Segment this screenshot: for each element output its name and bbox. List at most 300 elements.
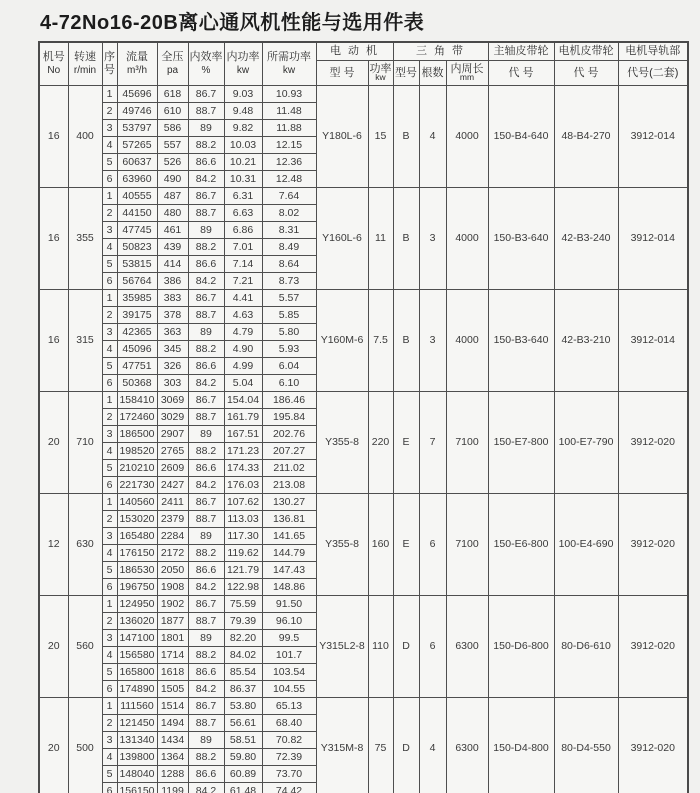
belt-model-cell: B (393, 290, 419, 392)
internal-power-cell: 4.79 (224, 324, 262, 341)
seq-cell: 5 (102, 154, 117, 171)
speed-cell: 355 (68, 188, 102, 290)
efficiency-cell: 88.2 (188, 137, 224, 154)
internal-power-cell: 82.20 (224, 630, 262, 647)
seq-cell: 4 (102, 647, 117, 664)
efficiency-cell: 89 (188, 120, 224, 137)
motor-power-cell: 11 (368, 188, 393, 290)
header-belt-length-label: 内周长 (450, 62, 484, 75)
seq-cell: 3 (102, 732, 117, 749)
efficiency-cell: 86.7 (188, 494, 224, 511)
efficiency-cell: 88.7 (188, 613, 224, 630)
required-power-cell: 96.10 (262, 613, 316, 630)
flow-cell: 165800 (117, 664, 157, 681)
flow-cell: 131340 (117, 732, 157, 749)
motor-pulley-code-cell: 80-D6-610 (554, 596, 618, 698)
header-efficiency-label: 内效率 (189, 51, 223, 64)
table-row (39, 494, 688, 511)
table-row (39, 86, 688, 103)
internal-power-cell: 4.90 (224, 341, 262, 358)
required-power-cell: 5.85 (262, 307, 316, 324)
required-power-cell: 103.54 (262, 664, 316, 681)
efficiency-cell: 86.6 (188, 154, 224, 171)
required-power-cell: 104.55 (262, 681, 316, 698)
header-belt-group: 三 角 带 (393, 42, 488, 60)
seq-cell: 4 (102, 443, 117, 460)
speed-cell: 630 (68, 494, 102, 596)
efficiency-cell: 84.2 (188, 783, 224, 793)
required-power-cell: 12.36 (262, 154, 316, 171)
flow-cell: 174890 (117, 681, 157, 698)
efficiency-cell: 86.6 (188, 562, 224, 579)
flow-cell: 50823 (117, 239, 157, 256)
efficiency-cell: 88.2 (188, 341, 224, 358)
belt-model-cell: B (393, 86, 419, 188)
belt-count-cell: 4 (419, 698, 446, 793)
pressure-cell: 2172 (157, 545, 188, 562)
belt-model-cell: E (393, 392, 419, 494)
motor-pulley-code-cell: 80-D4-550 (554, 698, 618, 793)
rail-code-cell: 3912-020 (618, 392, 688, 494)
internal-power-cell: 107.62 (224, 494, 262, 511)
internal-power-cell: 119.62 (224, 545, 262, 562)
motor-power-cell: 220 (368, 392, 393, 494)
machine-no-cell: 20 (39, 392, 68, 494)
seq-cell: 3 (102, 630, 117, 647)
internal-power-cell: 113.03 (224, 511, 262, 528)
motor-power-cell: 7.5 (368, 290, 393, 392)
internal-power-cell: 7.21 (224, 273, 262, 290)
belt-length-cell: 7100 (446, 494, 488, 596)
header-pressure-label: 全压 (161, 51, 184, 64)
motor-model-cell: Y355-8 (316, 392, 368, 494)
pressure-cell: 1618 (157, 664, 188, 681)
flow-cell: 53797 (117, 120, 157, 137)
header-machine-no-label: 机号 (42, 51, 65, 64)
efficiency-cell: 89 (188, 528, 224, 545)
machine-no-cell: 20 (39, 698, 68, 793)
internal-power-cell: 56.61 (224, 715, 262, 732)
flow-cell: 153020 (117, 511, 157, 528)
table-row (39, 698, 688, 715)
flow-cell: 136020 (117, 613, 157, 630)
internal-power-cell: 10.31 (224, 171, 262, 188)
required-power-cell: 72.39 (262, 749, 316, 766)
header-flow-label: 流量 (126, 51, 148, 64)
seq-cell: 3 (102, 222, 117, 239)
belt-length-cell: 6300 (446, 698, 488, 793)
flow-cell: 47751 (117, 358, 157, 375)
flow-cell: 42365 (117, 324, 157, 341)
internal-power-cell: 10.03 (224, 137, 262, 154)
pressure-cell: 526 (157, 154, 188, 171)
pressure-cell: 383 (157, 290, 188, 307)
required-power-cell: 6.10 (262, 375, 316, 392)
flow-cell: 156150 (117, 783, 157, 793)
internal-power-cell: 75.59 (224, 596, 262, 613)
required-power-cell: 99.5 (262, 630, 316, 647)
seq-cell: 1 (102, 596, 117, 613)
shaft-pulley-code-cell: 150-D6-800 (488, 596, 554, 698)
flow-cell: 56764 (117, 273, 157, 290)
internal-power-cell: 167.51 (224, 426, 262, 443)
seq-cell: 5 (102, 460, 117, 477)
pressure-cell: 1514 (157, 698, 188, 715)
required-power-cell: 7.64 (262, 188, 316, 205)
internal-power-cell: 10.21 (224, 154, 262, 171)
required-power-cell: 147.43 (262, 562, 316, 579)
header-pressure (157, 42, 188, 86)
header-motor-power (368, 60, 393, 85)
required-power-cell: 5.93 (262, 341, 316, 358)
required-power-cell: 8.31 (262, 222, 316, 239)
required-power-cell: 8.49 (262, 239, 316, 256)
belt-model-cell: B (393, 188, 419, 290)
header-internal-power-label: 内功率 (226, 51, 260, 64)
seq-cell: 1 (102, 86, 117, 103)
required-power-cell: 10.93 (262, 86, 316, 103)
seq-cell: 4 (102, 137, 117, 154)
motor-model-cell: Y180L-6 (316, 86, 368, 188)
seq-cell: 3 (102, 120, 117, 137)
efficiency-cell: 86.6 (188, 460, 224, 477)
pressure-cell: 1714 (157, 647, 188, 664)
required-power-cell: 74.42 (262, 783, 316, 793)
efficiency-cell: 88.7 (188, 307, 224, 324)
seq-cell: 3 (102, 324, 117, 341)
machine-no-cell: 16 (39, 290, 68, 392)
machine-no-cell: 20 (39, 596, 68, 698)
efficiency-cell: 84.2 (188, 477, 224, 494)
header-motor-power-unit: kw (375, 72, 386, 83)
header-seq-unit: 号 (104, 64, 115, 77)
shaft-pulley-code-cell: 150-B3-640 (488, 290, 554, 392)
belt-count-cell: 7 (419, 392, 446, 494)
flow-cell: 121450 (117, 715, 157, 732)
efficiency-cell: 89 (188, 324, 224, 341)
pressure-cell: 2427 (157, 477, 188, 494)
header-motor-pulley-code: 代 号 (554, 60, 618, 85)
header-internal-power (224, 42, 262, 86)
efficiency-cell: 89 (188, 222, 224, 239)
seq-cell: 3 (102, 528, 117, 545)
efficiency-cell: 84.2 (188, 375, 224, 392)
required-power-cell: 91.50 (262, 596, 316, 613)
required-power-cell: 148.86 (262, 579, 316, 596)
header-efficiency (188, 42, 224, 86)
required-power-cell: 141.65 (262, 528, 316, 545)
motor-power-cell: 160 (368, 494, 393, 596)
motor-model-cell: Y160M-6 (316, 290, 368, 392)
required-power-cell: 202.76 (262, 426, 316, 443)
internal-power-cell: 85.54 (224, 664, 262, 681)
rail-code-cell: 3912-014 (618, 188, 688, 290)
header-belt-length (446, 60, 488, 85)
belt-count-cell: 6 (419, 494, 446, 596)
seq-cell: 1 (102, 392, 117, 409)
efficiency-cell: 88.7 (188, 409, 224, 426)
belt-length-cell: 4000 (446, 188, 488, 290)
efficiency-cell: 84.2 (188, 273, 224, 290)
internal-power-cell: 7.14 (224, 256, 262, 273)
header-rail-group: 电机导轨部 (618, 42, 688, 60)
motor-pulley-code-cell: 42-B3-240 (554, 188, 618, 290)
flow-cell: 196750 (117, 579, 157, 596)
internal-power-cell: 154.04 (224, 392, 262, 409)
required-power-cell: 144.79 (262, 545, 316, 562)
belt-model-cell: D (393, 698, 419, 793)
pressure-cell: 2050 (157, 562, 188, 579)
seq-cell: 6 (102, 783, 117, 793)
required-power-cell: 8.64 (262, 256, 316, 273)
required-power-cell: 70.82 (262, 732, 316, 749)
efficiency-cell: 88.7 (188, 715, 224, 732)
pressure-cell: 1364 (157, 749, 188, 766)
internal-power-cell: 9.03 (224, 86, 262, 103)
efficiency-cell: 84.2 (188, 171, 224, 188)
pressure-cell: 586 (157, 120, 188, 137)
rail-code-cell: 3912-014 (618, 86, 688, 188)
required-power-cell: 68.40 (262, 715, 316, 732)
header-shaft-pulley-group: 主轴皮带轮 (488, 42, 554, 60)
efficiency-cell: 88.2 (188, 545, 224, 562)
pressure-cell: 1434 (157, 732, 188, 749)
internal-power-cell: 174.33 (224, 460, 262, 477)
seq-cell: 5 (102, 766, 117, 783)
pressure-cell: 3029 (157, 409, 188, 426)
pressure-cell: 2379 (157, 511, 188, 528)
flow-cell: 124950 (117, 596, 157, 613)
seq-cell: 2 (102, 613, 117, 630)
efficiency-cell: 88.7 (188, 205, 224, 222)
required-power-cell: 5.57 (262, 290, 316, 307)
required-power-cell: 186.46 (262, 392, 316, 409)
efficiency-cell: 88.2 (188, 749, 224, 766)
pressure-cell: 2609 (157, 460, 188, 477)
header-pressure-unit: pa (166, 65, 179, 77)
motor-power-cell: 15 (368, 86, 393, 188)
motor-model-cell: Y315M-8 (316, 698, 368, 793)
internal-power-cell: 4.63 (224, 307, 262, 324)
internal-power-cell: 84.02 (224, 647, 262, 664)
required-power-cell: 211.02 (262, 460, 316, 477)
pressure-cell: 1877 (157, 613, 188, 630)
pressure-cell: 345 (157, 341, 188, 358)
flow-cell: 156580 (117, 647, 157, 664)
speed-cell: 400 (68, 86, 102, 188)
efficiency-cell: 88.2 (188, 239, 224, 256)
flow-cell: 186530 (117, 562, 157, 579)
required-power-cell: 11.48 (262, 103, 316, 120)
flow-cell: 57265 (117, 137, 157, 154)
header-flow-unit: m³/h (127, 65, 147, 77)
shaft-pulley-code-cell: 150-B4-640 (488, 86, 554, 188)
flow-cell: 172460 (117, 409, 157, 426)
header-motor-group: 电 动 机 (316, 42, 393, 60)
belt-length-cell: 6300 (446, 596, 488, 698)
header-belt-count: 根数 (419, 60, 446, 85)
pressure-cell: 461 (157, 222, 188, 239)
required-power-cell: 213.08 (262, 477, 316, 494)
belt-length-cell: 7100 (446, 392, 488, 494)
pressure-cell: 2907 (157, 426, 188, 443)
rail-code-cell: 3912-020 (618, 596, 688, 698)
internal-power-cell: 59.80 (224, 749, 262, 766)
motor-pulley-code-cell: 48-B4-270 (554, 86, 618, 188)
header-required-power-unit: kw (282, 65, 296, 77)
required-power-cell: 11.88 (262, 120, 316, 137)
seq-cell: 2 (102, 205, 117, 222)
header-efficiency-unit: % (201, 65, 211, 77)
efficiency-cell: 86.7 (188, 86, 224, 103)
motor-power-cell: 75 (368, 698, 393, 793)
required-power-cell: 8.02 (262, 205, 316, 222)
speed-cell: 560 (68, 596, 102, 698)
flow-cell: 49746 (117, 103, 157, 120)
belt-length-cell: 4000 (446, 290, 488, 392)
seq-cell: 1 (102, 698, 117, 715)
seq-cell: 2 (102, 103, 117, 120)
pressure-cell: 439 (157, 239, 188, 256)
flow-cell: 60637 (117, 154, 157, 171)
motor-power-cell: 110 (368, 596, 393, 698)
pressure-cell: 1494 (157, 715, 188, 732)
rail-code-cell: 3912-020 (618, 698, 688, 793)
flow-cell: 47745 (117, 222, 157, 239)
flow-cell: 111560 (117, 698, 157, 715)
required-power-cell: 73.70 (262, 766, 316, 783)
efficiency-cell: 88.2 (188, 443, 224, 460)
pressure-cell: 326 (157, 358, 188, 375)
pressure-cell: 1288 (157, 766, 188, 783)
flow-cell: 158410 (117, 392, 157, 409)
seq-cell: 6 (102, 273, 117, 290)
flow-cell: 63960 (117, 171, 157, 188)
seq-cell: 5 (102, 664, 117, 681)
motor-pulley-code-cell: 42-B3-210 (554, 290, 618, 392)
rail-code-cell: 3912-020 (618, 494, 688, 596)
table-row (39, 290, 688, 307)
flow-cell: 198520 (117, 443, 157, 460)
speed-cell: 315 (68, 290, 102, 392)
flow-cell: 53815 (117, 256, 157, 273)
header-flow (117, 42, 157, 86)
header-speed (68, 42, 102, 86)
flow-cell: 148040 (117, 766, 157, 783)
fan-performance-table (38, 41, 689, 793)
efficiency-cell: 86.7 (188, 290, 224, 307)
header-belt-model: 型号 (393, 60, 419, 85)
required-power-cell: 12.15 (262, 137, 316, 154)
pressure-cell: 2411 (157, 494, 188, 511)
flow-cell: 50368 (117, 375, 157, 392)
required-power-cell: 8.73 (262, 273, 316, 290)
efficiency-cell: 89 (188, 732, 224, 749)
motor-pulley-code-cell: 100-E7-790 (554, 392, 618, 494)
efficiency-cell: 88.7 (188, 511, 224, 528)
required-power-cell: 6.04 (262, 358, 316, 375)
flow-cell: 221730 (117, 477, 157, 494)
required-power-cell: 65.13 (262, 698, 316, 715)
flow-cell: 44150 (117, 205, 157, 222)
internal-power-cell: 176.03 (224, 477, 262, 494)
internal-power-cell: 122.98 (224, 579, 262, 596)
seq-cell: 2 (102, 511, 117, 528)
required-power-cell: 136.81 (262, 511, 316, 528)
pressure-cell: 490 (157, 171, 188, 188)
table-header (39, 42, 688, 86)
motor-model-cell: Y315L2-8 (316, 596, 368, 698)
pressure-cell: 480 (157, 205, 188, 222)
flow-cell: 40555 (117, 188, 157, 205)
header-required-power (262, 42, 316, 86)
belt-count-cell: 3 (419, 188, 446, 290)
seq-cell: 4 (102, 545, 117, 562)
table-row (39, 392, 688, 409)
efficiency-cell: 86.6 (188, 664, 224, 681)
shaft-pulley-code-cell: 150-D4-800 (488, 698, 554, 793)
header-belt-length-unit: mm (459, 72, 475, 83)
flow-cell: 140560 (117, 494, 157, 511)
pressure-cell: 618 (157, 86, 188, 103)
internal-power-cell: 53.80 (224, 698, 262, 715)
pressure-cell: 557 (157, 137, 188, 154)
internal-power-cell: 6.86 (224, 222, 262, 239)
header-internal-power-unit: kw (236, 65, 250, 77)
seq-cell: 1 (102, 188, 117, 205)
flow-cell: 45096 (117, 341, 157, 358)
pressure-cell: 1902 (157, 596, 188, 613)
internal-power-cell: 9.48 (224, 103, 262, 120)
seq-cell: 6 (102, 477, 117, 494)
seq-cell: 6 (102, 681, 117, 698)
header-required-power-label: 所需功率 (267, 51, 311, 64)
table-body (39, 86, 688, 793)
header-machine-no (39, 42, 68, 86)
seq-cell: 4 (102, 341, 117, 358)
flow-cell: 165480 (117, 528, 157, 545)
seq-cell: 6 (102, 375, 117, 392)
speed-cell: 500 (68, 698, 102, 793)
machine-no-cell: 16 (39, 86, 68, 188)
efficiency-cell: 89 (188, 630, 224, 647)
efficiency-cell: 84.2 (188, 681, 224, 698)
header-motor-power-label: 功率 (369, 62, 392, 75)
internal-power-cell: 6.31 (224, 188, 262, 205)
pressure-cell: 1801 (157, 630, 188, 647)
header-rail-code: 代号(二套) (618, 60, 688, 85)
seq-cell: 3 (102, 426, 117, 443)
seq-cell: 5 (102, 562, 117, 579)
internal-power-cell: 9.82 (224, 120, 262, 137)
efficiency-cell: 89 (188, 426, 224, 443)
header-motor-pulley-group: 电机皮带轮 (554, 42, 618, 60)
shaft-pulley-code-cell: 150-E7-800 (488, 392, 554, 494)
header-shaft-pulley-code: 代 号 (488, 60, 554, 85)
internal-power-cell: 121.79 (224, 562, 262, 579)
rail-code-cell: 3912-014 (618, 290, 688, 392)
flow-cell: 147100 (117, 630, 157, 647)
pressure-cell: 3069 (157, 392, 188, 409)
efficiency-cell: 86.7 (188, 392, 224, 409)
header-machine-no-unit: No (47, 65, 61, 77)
motor-model-cell: Y355-8 (316, 494, 368, 596)
header-seq (102, 42, 117, 86)
seq-cell: 2 (102, 715, 117, 732)
flow-cell: 45696 (117, 86, 157, 103)
pressure-cell: 1908 (157, 579, 188, 596)
required-power-cell: 5.80 (262, 324, 316, 341)
